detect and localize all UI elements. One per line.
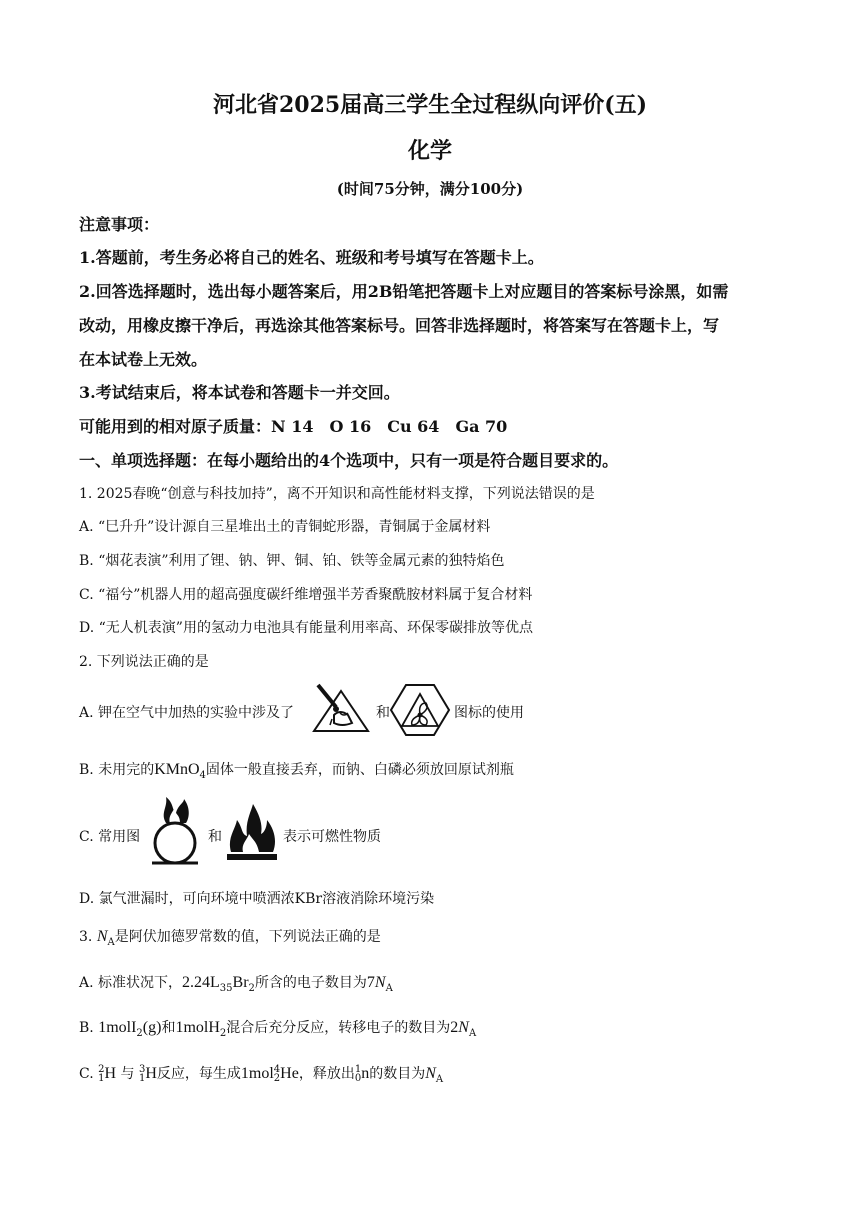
q3-b-and: 和	[161, 1020, 176, 1036]
kmno4-subscript: 4	[199, 769, 206, 781]
q3-stem-text: 是阿伏加德罗常数的值，下列说法正确的是	[114, 929, 381, 945]
q3-stem	[79, 926, 381, 948]
q2-option-a-and: 和	[376, 705, 390, 721]
q2-stem: 2. 下列说法正确的是	[79, 654, 209, 670]
q3-num: 3.	[79, 929, 93, 945]
q3-option-b	[79, 1017, 476, 1039]
note-2-line-3: 在本试卷上无效。	[79, 350, 208, 369]
q2-option-c-post: 表示可燃性物质	[283, 829, 381, 845]
q3-b-gas: (g)	[142, 1019, 162, 1036]
note-2-line-1: 2.回答选择题时，选出每小题答案后，用2B铅笔把答题卡上对应题目的答案标号涂黑，如需	[79, 282, 729, 301]
q2-option-b	[79, 759, 514, 781]
q3-b-h2: 1molH	[175, 1019, 220, 1036]
q3-b-pre: B.	[79, 1020, 94, 1036]
q3-a-na-sub: A	[385, 982, 393, 994]
q1-stem: 1. 2025春晚“创意与科技加持”，离不开知识和高性能材料支撑，下列说法错误的是	[79, 486, 595, 502]
subject-title: 化学	[407, 138, 452, 164]
q3-c-na-sub: A	[435, 1073, 444, 1085]
q2-option-b-post: 固体一般直接丢弃，而钠、白磷必须放回原试剂瓶	[205, 762, 514, 778]
q3-b-value: 2	[450, 1019, 459, 1036]
q3-b-na: N	[458, 1019, 469, 1036]
q3-c-h3: H	[145, 1065, 157, 1082]
note-2-line-2: 改动，用橡皮擦干净后，再选涂其他答案标号。回答非选择题时，将答案写在答题卡上，写	[79, 316, 720, 335]
q1-option-d: D. “无人机表演”用的氢动力电池具有能量利用率高、环保零碳排放等优点	[79, 620, 533, 636]
goggles-hazard-icon	[310, 683, 372, 735]
na-subscript: A	[107, 936, 115, 948]
q3-b-i2-sub: 2	[136, 1027, 143, 1039]
q3-c-h3-mass: 3	[138, 1064, 146, 1075]
q3-option-c	[79, 1063, 443, 1085]
oxidizer-flame-over-circle-icon	[150, 793, 200, 865]
section-heading: 一、单项选择题：在每小题给出的4个选项中，只有一项是符合题目要求的。	[79, 451, 619, 470]
q2-option-a-pre: A. 钾在空气中加热的实验中涉及了	[79, 705, 295, 721]
q3-c-mid: 反应，每生成	[156, 1066, 241, 1082]
q3-a-value: 7	[366, 974, 375, 991]
atomic-masses: 可能用到的相对原子质量：N 14 O 16 Cu 64 Ga 70	[79, 417, 508, 436]
q3-c-mid2: ，释放出	[298, 1066, 355, 1082]
q3-option-a	[79, 972, 393, 994]
q3-c-n-atomic: 0	[354, 1073, 362, 1084]
q3-a-br: Br	[232, 974, 249, 991]
q3-a-mass-number: 35	[219, 982, 233, 994]
q2-option-c-pre: C. 常用图	[79, 829, 141, 845]
q1-option-a: A. “巳升升”设计源自三星堆出土的青铜蛇形器，青铜属于金属材料	[79, 519, 491, 535]
q3-c-h2: H	[104, 1065, 117, 1082]
q1-option-c: C. “福兮”机器人用的超高强度碳纤维增强半芳香聚酰胺材料属于复合材料	[79, 587, 533, 603]
q3-b-mid: 混合后充分反应，转移电子的数目为	[226, 1020, 451, 1036]
note-1: 1.答题前，考生务必将自己的姓名、班级和考号填写在答题卡上。	[79, 248, 544, 267]
q2-option-a-post: 图标的使用	[454, 705, 524, 721]
q2-option-c-and: 和	[208, 829, 222, 845]
q2-option-b-pre: B. 未用完的	[79, 762, 155, 778]
q3-b-i2: 1molI	[98, 1019, 137, 1036]
flammable-flame-icon	[225, 802, 279, 862]
q3-c-neutron: n	[361, 1065, 370, 1082]
q3-c-he-atomic: 2	[273, 1073, 281, 1084]
q3-a-na: N	[374, 974, 386, 991]
q3-c-n-mass: 1	[354, 1064, 362, 1075]
q3-c-he-mass: 4	[273, 1064, 281, 1075]
q3-a-br-subscript: 2	[248, 982, 255, 994]
q3-c-end: 的数目为	[369, 1066, 426, 1082]
note-3: 3.考试结束后，将本试卷和答题卡一并交回。	[79, 383, 400, 402]
ventilation-fan-icon	[388, 682, 452, 738]
q3-c-he: He	[280, 1065, 299, 1082]
notes-heading: 注意事项：	[79, 215, 160, 234]
q3-a-volume: 2.24L	[182, 974, 220, 991]
q3-c-h3-atomic: 1	[138, 1073, 146, 1084]
q3-c-pre: C.	[79, 1066, 94, 1082]
q3-b-na-sub: A	[468, 1027, 477, 1039]
kmno4-formula: KMnO	[154, 761, 200, 778]
time-info: (时间75分钟，满分100分)	[336, 180, 524, 198]
q3-b-h2-sub: 2	[219, 1027, 227, 1039]
q1-option-b: B. “烟花表演”利用了锂、钠、钾、铜、铂、铁等金属元素的独特焰色	[79, 553, 505, 569]
q3-c-and: 与	[120, 1066, 135, 1082]
q3-c-h2-mass: 2	[98, 1064, 105, 1075]
q3-c-h2-atomic: 1	[98, 1073, 105, 1084]
q3-a-pre: A. 标准状况下，	[79, 975, 183, 991]
page-title: 河北省2025届高三学生全过程纵向评价(五)	[212, 92, 648, 118]
q3-c-mol: 1mol	[240, 1065, 274, 1082]
q3-c-na: N	[425, 1065, 436, 1082]
q2-option-d: D. 氯气泄漏时，可向环境中喷洒浓KBr溶液消除环境污染	[79, 891, 435, 907]
na-symbol: N	[96, 928, 108, 945]
q3-a-mid: 所含的电子数目为	[254, 975, 367, 991]
